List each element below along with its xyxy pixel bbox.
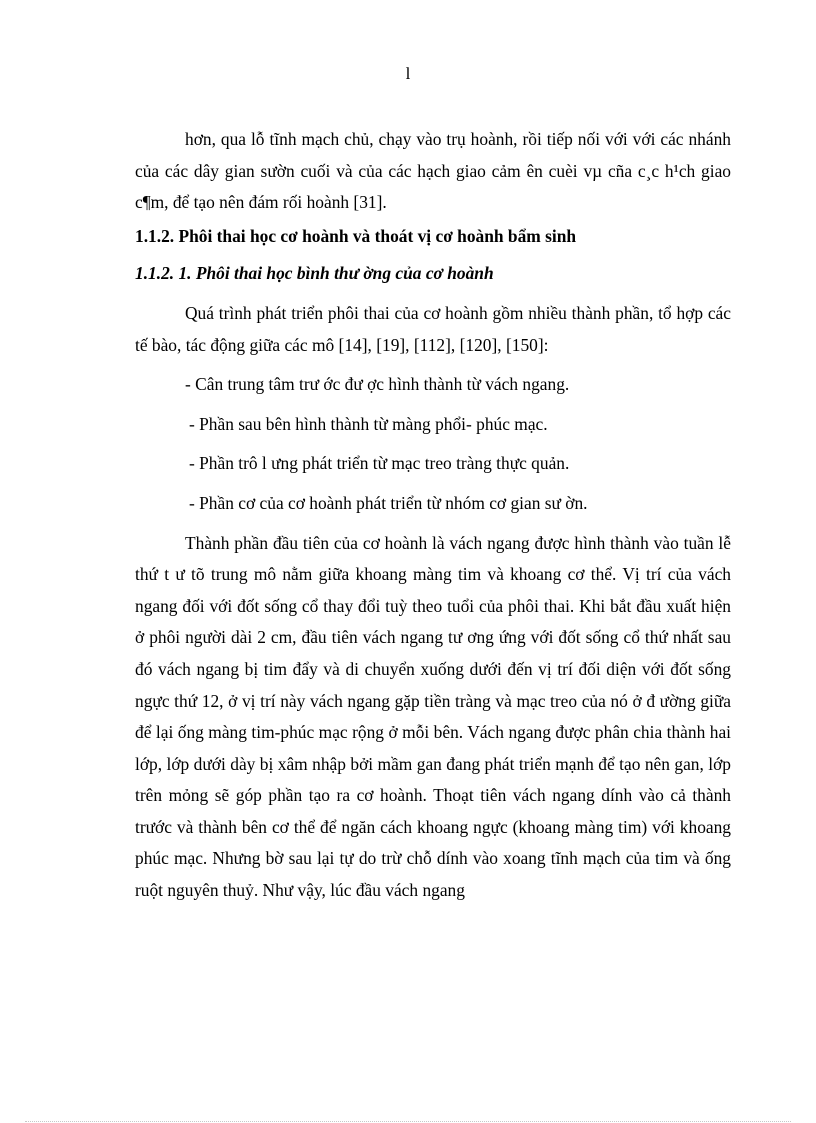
page-number: l — [405, 64, 411, 83]
section-heading: 1.1.2. Phôi thai học cơ hoành và thoát vị cơ hoành bẩm sinh — [135, 225, 577, 246]
intro-paragraph: hơn, qua lỗ tĩnh mạch chủ, chạy vào trụ hoành, rồi tiếp nối với với các nhánh của các dây gian sườn cuối và của các hạch giao cảm ên cuèi vµ cña c¸c h¹ch giao c¶m, để tạo nên đám rối hoành [31]. — [135, 129, 731, 213]
list-item: - Phần cơ của cơ hoành phát triển từ nhóm cơ gian sư ờn. — [189, 492, 588, 513]
document-body — [135, 124, 731, 907]
list-item: - Phần sau bên hình thành từ màng phổi- phúc mạc. — [189, 413, 548, 434]
list-item: - Phần trô l ưng phát triển từ mạc treo tràng thực quản. — [189, 453, 570, 474]
subsection-heading: 1.1.2. 1. Phôi thai học bình thư ờng của cơ hoành — [135, 263, 494, 284]
list-item: - Cân trung tâm trư ớc đư ợc hình thành từ vách ngang. — [185, 374, 570, 395]
main-paragraph: Thành phần đầu tiên của cơ hoành là vách ngang được hình thành vào tuần lễ thứ t ư tõ trung mô nằm giữa khoang màng tim và khoang cơ thể. Vị trí của vách ngang đối với đốt sống cổ thay đổi tuỳ theo tuổi của phôi thai. Khi bắt đầu xuất hiện ở phôi người dài 2 cm, đầu tiên vách ngang tư ơng ứng với đốt sống cổ thứ nhất sau đó vách ngang bị tim đẩy và di chuyển xuống dưới đến vị trí đối diện với đốt sống ngực thứ 12, ở vị trí này vách ngang gặp tiền tràng và mạc treo của nó ở đ ường giữa để lại ống màng tim-phúc mạc rộng ở mỗi bên. Vách ngang được phân chia thành hai lớp, lớp dưới dày bị xâm nhập bởi mầm gan đang phát triển mạnh để tạo nên gan, lớp trên mỏng sẽ góp phần tạo ra cơ hoành. Thoạt tiên vách ngang dính vào cả thành trước và thành bên cơ thể để ngăn cách khoang ngực (khoang màng tim) với khoang phúc mạc. Nhưng bờ sau lại tự do trừ chỗ dính vào xoang tĩnh mạch của tim và ống ruột nguyên thuỷ. Như vậy, lúc đầu vách ngang — [135, 532, 731, 901]
development-paragraph: Quá trình phát triển phôi thai của cơ hoành gồm nhiều thành phần, tổ hợp các tế bào, tác động giữa các mô [14], [19], [112], [120], [150]: — [135, 302, 731, 355]
page-bottom-divider — [25, 1121, 791, 1122]
